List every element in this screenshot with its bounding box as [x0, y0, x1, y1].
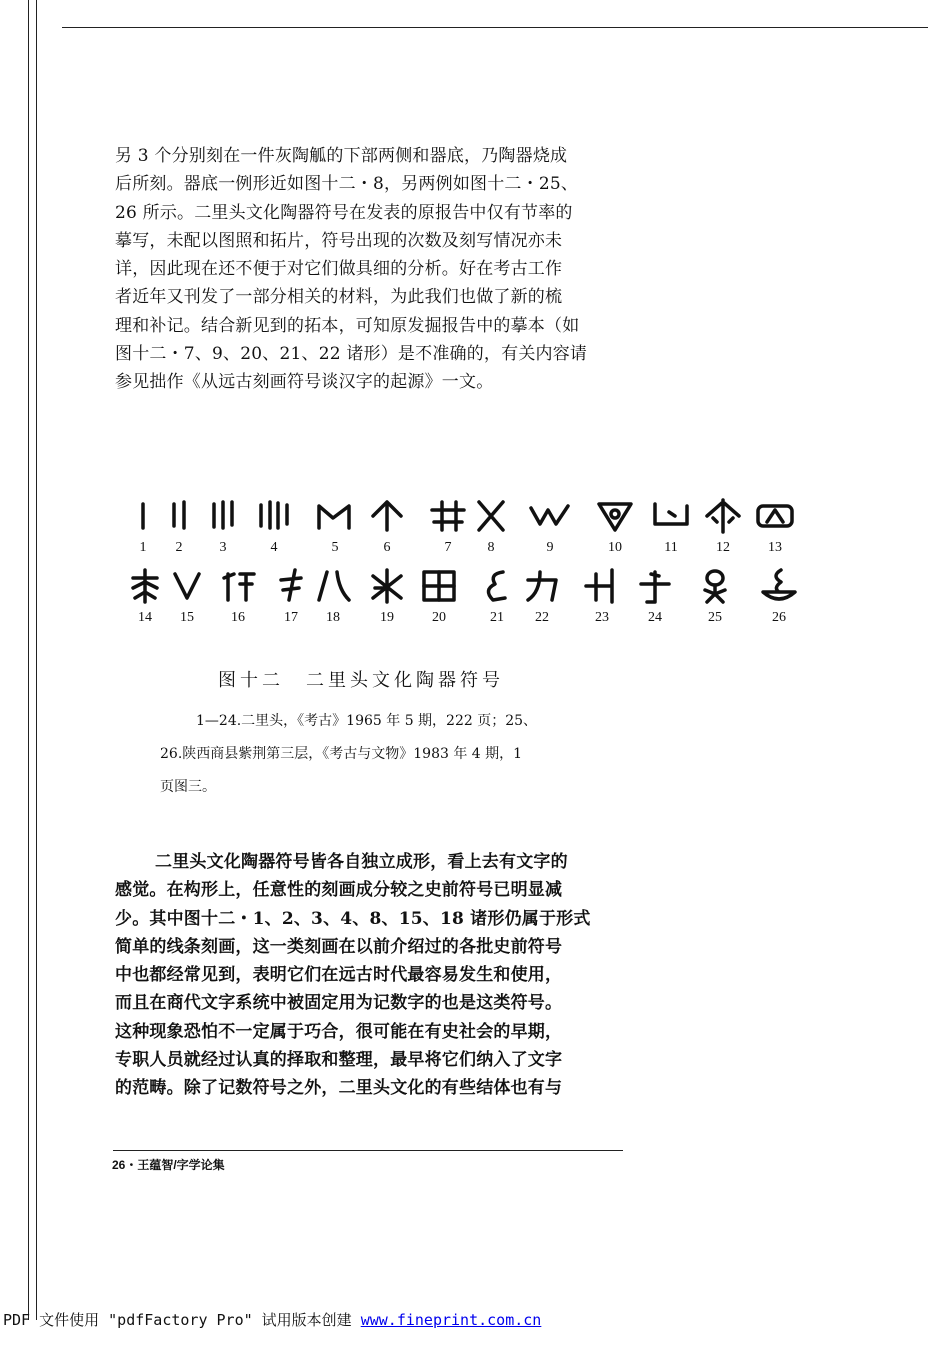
symbol-10 [590, 494, 640, 556]
symbol-5 [310, 494, 360, 556]
symbol-number: 18 [326, 610, 340, 625]
symbol-12 [698, 494, 748, 556]
text-line: 二里头文化陶器符号皆各自独立成形，看上去有文字的 [155, 852, 568, 872]
symbol-17-glyph [269, 564, 313, 608]
symbol-number: 11 [664, 540, 678, 555]
symbol-6-glyph [365, 494, 409, 538]
footer-rule [113, 1150, 623, 1151]
symbol-number: 21 [490, 610, 504, 625]
symbol-23-glyph [580, 564, 624, 608]
symbol-3 [198, 494, 248, 556]
symbol-number: 24 [648, 610, 662, 625]
text-line: 图十二・7、9、20、21、22 诸形）是不准确的，有关内容请 [115, 344, 588, 365]
symbol-9-glyph [528, 494, 572, 538]
figure-title: 图十二 二里头文化陶器符号 [218, 670, 504, 691]
text-line: 后所刻。器底一例形近如图十二・8，另两例如图十二・25、 [115, 174, 579, 195]
symbol-16 [213, 564, 263, 626]
symbol-21 [472, 564, 522, 626]
symbol-number: 4 [270, 540, 278, 555]
symbol-13 [750, 494, 800, 556]
fineprint-link[interactable]: www.fineprint.com.cn [360, 1311, 542, 1329]
symbol-22-glyph [520, 564, 564, 608]
symbol-number: 16 [231, 610, 245, 625]
caption-line: 1—24.二里头，《考古》1965 年 5 期，222 页；25、 [196, 713, 538, 729]
left-margin-line-2 [36, 0, 37, 1320]
text-line: 另 3 个分别刻在一件灰陶觚的下部两侧和器底，乃陶器烧成 [115, 146, 568, 166]
symbol-20-glyph [417, 564, 461, 608]
symbol-6 [362, 494, 412, 556]
symbol-16-glyph [216, 564, 260, 608]
paragraph-bottom [115, 848, 660, 1103]
text-line: 理和补记。结合新见到的拓本，可知原发掘报告中的摹本（如 [115, 315, 580, 336]
symbol-26-glyph [757, 564, 801, 608]
symbol-15 [162, 564, 212, 626]
symbol-3-glyph [201, 494, 245, 538]
symbol-number: 14 [138, 610, 152, 625]
text-line: 详，因此现在还不便于对它们做具细的分析。好在考古工作 [115, 259, 563, 280]
symbol-20 [414, 564, 464, 626]
text-line: 感觉。在构形上，任意性的刻画成分较之史前符号已明显减 [115, 880, 563, 901]
symbol-number: 8 [487, 540, 495, 555]
top-rule [62, 27, 928, 28]
symbol-number: 19 [380, 610, 394, 625]
text-line: 专职人员就经过认真的择取和整理，最早将它们纳入了文字 [115, 1050, 563, 1071]
text-line: 参见拙作《从远古刻画符号谈汉字的起源》一文。 [115, 372, 494, 393]
symbol-23 [577, 564, 627, 626]
symbol-number: 6 [383, 540, 391, 555]
symbol-number: 23 [595, 610, 609, 625]
symbol-19-glyph [365, 564, 409, 608]
symbol-11 [646, 494, 696, 556]
symbol-number: 26 [772, 610, 786, 625]
symbol-number: 10 [608, 540, 622, 555]
symbol-9 [525, 494, 575, 556]
symbol-number: 7 [444, 540, 452, 555]
symbol-25-glyph [693, 564, 737, 608]
paragraph-top [115, 142, 660, 397]
symbol-number: 9 [546, 540, 554, 555]
text-line: 摹写，未配以图照和拓片，符号出现的次数及刻写情况亦未 [115, 230, 563, 251]
figure-caption [160, 705, 630, 804]
symbol-number: 15 [180, 610, 194, 625]
symbol-8-glyph [469, 494, 513, 538]
text-line: 这种现象恐怕不一定属于巧合，很可能在有史社会的早期， [115, 1021, 563, 1042]
text-line: 中也都经常见到，表明它们在远古时代最容易发生和使用， [115, 965, 563, 986]
text-line: 简单的线条刻画，这一类刻画在以前介绍过的各批史前符号 [115, 936, 563, 957]
symbol-24 [630, 564, 680, 626]
symbol-14-glyph [123, 564, 167, 608]
caption-line: 26.陕西商县紫荆第三层，《考古与文物》1983 年 4 期，1 [160, 746, 523, 762]
symbol-26 [754, 564, 804, 626]
text-line: 的范畴。除了记数符号之外，二里头文化的有些结体也有与 [115, 1078, 563, 1099]
symbol-number: 12 [716, 540, 730, 555]
symbol-24-glyph [633, 564, 677, 608]
symbol-18-glyph [311, 564, 355, 608]
symbol-number: 1 [139, 540, 147, 555]
symbol-4 [249, 494, 299, 556]
symbol-number: 17 [284, 610, 298, 625]
symbol-number: 2 [175, 540, 183, 555]
symbol-15-glyph [165, 564, 209, 608]
symbol-18 [308, 564, 358, 626]
symbol-number: 22 [535, 610, 549, 625]
symbol-7-glyph [426, 494, 470, 538]
symbol-number: 25 [708, 610, 722, 625]
symbol-19 [362, 564, 412, 626]
left-margin-line-1 [28, 0, 29, 1320]
symbol-21-glyph [475, 564, 519, 608]
symbol-11-glyph [649, 494, 693, 538]
text-line: 26 所示。二里头文化陶器符号在发表的原报告中仅有节率的 [115, 202, 573, 223]
symbol-2-glyph [157, 494, 201, 538]
symbol-number: 13 [768, 540, 782, 555]
pdf-note-text: PDF 文件使用 "pdfFactory Pro" 试用版本创建 [3, 1311, 361, 1329]
symbol-12-glyph [701, 494, 745, 538]
symbol-4-glyph [252, 494, 296, 538]
text-line: 而且在商代文字系统中被固定用为记数字的也是这类符号。 [115, 993, 563, 1014]
symbol-number: 20 [432, 610, 446, 625]
symbol-number: 3 [219, 540, 227, 555]
symbol-25 [690, 564, 740, 626]
pdf-watermark [3, 1309, 541, 1330]
symbol-number: 5 [331, 540, 339, 555]
symbol-10-glyph [593, 494, 637, 538]
text-line: 少。其中图十二・1、2、3、4、8、15、18 诸形仍属于形式 [115, 908, 591, 929]
symbol-8 [466, 494, 516, 556]
symbol-2 [154, 494, 204, 556]
symbol-5-glyph [313, 494, 357, 538]
caption-line: 页图三。 [160, 779, 216, 795]
text-line: 者近年又刊发了一部分相关的材料，为此我们也做了新的梳 [115, 287, 563, 308]
symbol-22 [517, 564, 567, 626]
symbol-13-glyph [753, 494, 797, 538]
page-footer: 26・王蕴智/字学论集 [112, 1158, 225, 1172]
